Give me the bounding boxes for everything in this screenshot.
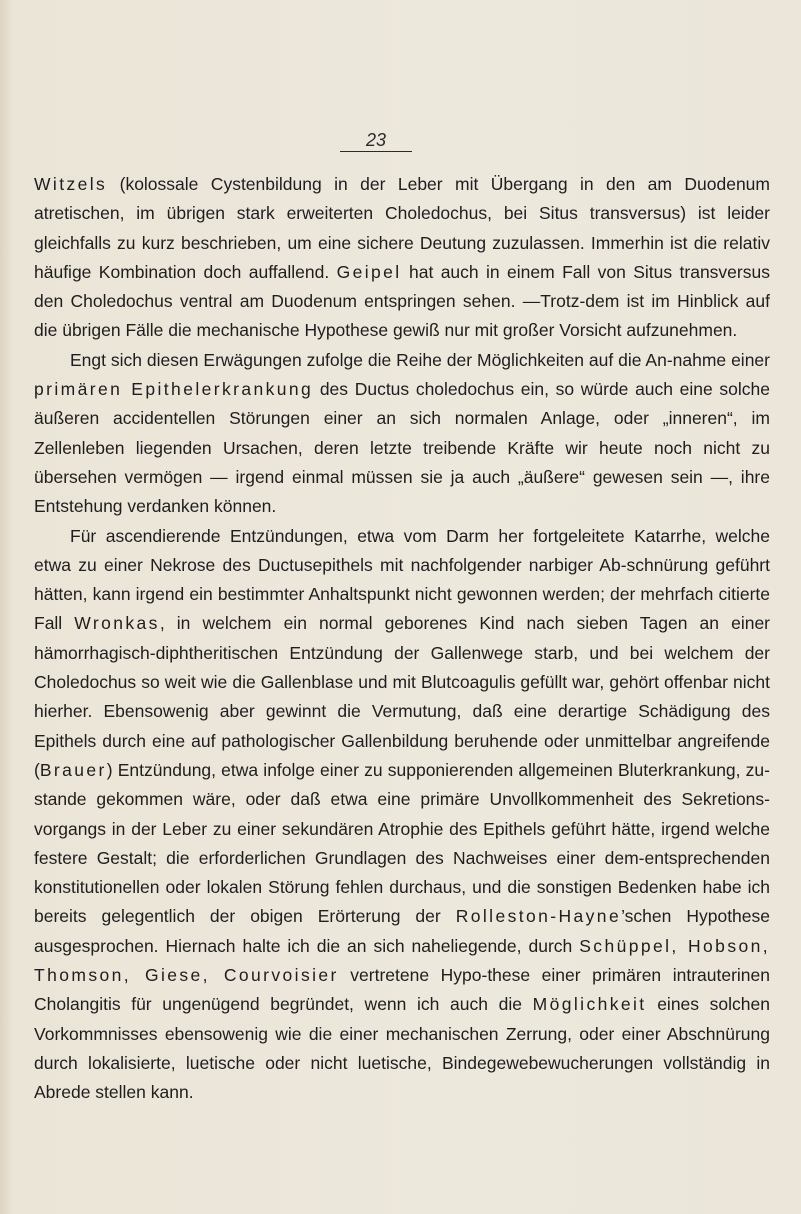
page-number: 23 xyxy=(340,130,412,152)
text-run: des Ductus choledochus ein, so würde auch eine solche äußeren accidentellen Störungen einer an sich normalen Anlage, oder „inneren“, im Zellenleben liegenden Ursachen, deren letzte treibende Kräfte wir heute noch nicht zu übersehen vermögen — irgend einmal müssen sie ja auch „äußere“ gewesen sein —, ihre Entstehung verdanken können. xyxy=(34,379,771,517)
text-run: Für ascendierende Entzündungen, etwa vom Darm her fortgeleitete Katarrhe, welche etwa zu einer Nekrose des Ductusepithels mit nachfolgender narbiger Ab-schnürung geführt hätten, kann irgend ein bestimmter Anhaltspunkt nicht gewonnen werden; der mehrfach citierte Fall xyxy=(34,525,770,634)
text-run: , in welchem ein normal geborenes Kind nach sieben Tagen an einer hämorrhagisch-diphtheritischen Entzündung der Gallenwege starb, und bei welchem der Choledochus so weit wie die Gallenblase und mit Blutcoagulis gefüllt war, gehört offenbar nicht hierher. Ebensowenig aber gewinnt die Vermutung, daß eine derartige Schädigung des Epithels durch eine auf pathologischer Gallenbildung beruhende oder unmittelbar angreifende ( xyxy=(34,613,771,780)
paragraph-2 xyxy=(34,346,770,522)
author-name: Rolleston-Hayne xyxy=(455,906,622,927)
emphasized-term: Möglichkeit xyxy=(532,994,647,1015)
text-run: hat auch in einem Fall von Situs transversus den Choledochus ventral am Duodenum entspringen sehen. —Trotz-dem ist im Hinblick auf die übrigen Fälle die mechanische Hypothese gewiß nur mit großer Vorsicht aufzunehmen. xyxy=(34,261,770,341)
author-name: Witzels xyxy=(34,174,108,194)
text-run: ) Entzündung, etwa infolge einer zu supponierenden allgemeinen Bluterkrankung, zu-stande gekommen wäre, oder daß etwa eine primäre Unvollkommenheit des Sekretions-vorgangs in der Leber zu einer sekundären Atrophie des Epithels geführt hätte, irgend welche festere Gestalt; die erforderlichen Grundlagen des Nachweises einer dem-entsprechenden konstitutionellen oder lokalen Störung fehlen durchaus, und die sonstigen Bedenken habe ich bereits gelegentlich der obigen Erörterung der xyxy=(34,759,770,927)
text-run: Engt sich diesen Erwägungen zufolge die Reihe der Möglichkeiten auf die An-nahme einer xyxy=(70,349,770,370)
paragraph-1 xyxy=(34,170,770,346)
text-run: eines solchen Vorkommnisses ebensowenig wie die einer mechanischen Zerrung, oder einer Abschnürung durch lokalisierte, luetische oder nicht luetische, Bindegewebewucherungen vollständig in Abrede stellen kann. xyxy=(34,994,770,1103)
author-names: Schüppel, Hobson, Thomson, Giese, Courvoisier xyxy=(34,935,770,986)
emphasized-term: primären Epithelerkrankung xyxy=(34,379,314,400)
text-run: (kolossale Cystenbildung in der Leber mit Übergang in den am Duodenum atretischen, im übrigen stark erweiterten Choledochus, bei Situs transversus) ist leider gleichfalls zu kurz beschrieben, um eine sichere Deutung zuzulassen. Immerhin ist die relativ häufige Kombination doch auffallend. xyxy=(34,174,770,282)
author-name: Brauer xyxy=(39,759,107,780)
paragraph-3 xyxy=(34,522,770,1108)
body-text xyxy=(34,170,770,1108)
author-name: Geipel xyxy=(336,261,402,282)
text-run: vertretene Hypo-these einer primären intrauterinen Cholangitis für ungenügend begründet, wenn ich auch die xyxy=(34,965,770,1015)
author-name: Wronkas xyxy=(74,613,160,634)
text-run: ’schen Hypothese ausgesprochen. Hiernach halte ich die an sich naheliegende, durch xyxy=(34,906,771,956)
